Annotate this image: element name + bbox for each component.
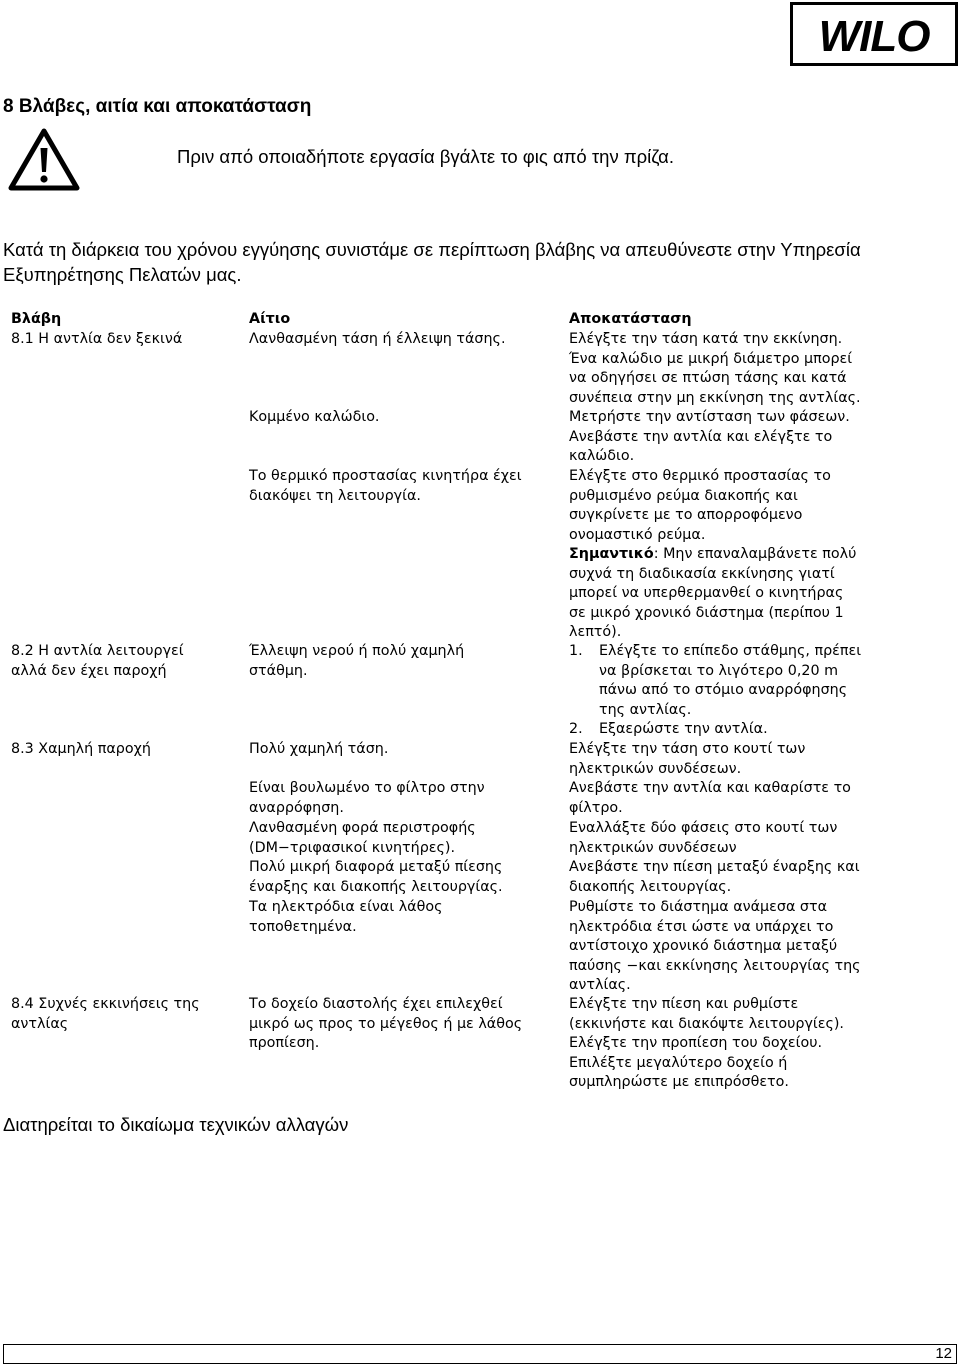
cause-8-3-c: Λανθασμένη φορά περιστροφής (DM−τριφασικοί κινητήρες). [249,820,476,856]
page-number: 12 [935,1345,952,1362]
intro-paragraph: Κατά τη διάρκεια του χρόνου εγγύησης συνιστάμε σε περίπτωση βλάβης να απευθύνεστε στην Υπηρεσία Εξυπηρέτησης Πελατών μας. [3,239,861,285]
header-cause: Αίτιο [249,311,291,327]
fault-8-1: 8.1 Η αντλία δεν ξεκινά [11,331,183,347]
cause-8-1-b: Κομμένο καλώδιο. [249,409,380,425]
remedy-8-2-2-number: 2. [569,721,583,737]
cause-8-3-b: Είναι βουλωμένο το φίλτρο στην αναρρόφηση. [249,780,485,816]
remedy-8-2-1: Ελέγξτε το επίπεδο στάθμης, πρέπει να βρίσκεται το λιγότερο 0,20 m πάνω από το στόμιο αναρρόφησης της αντλίας. [599,643,862,718]
remedy-8-1-b: Μετρήστε την αντίσταση των φάσεων. Ανεβάστε την αντλία και ελέγξτε το καλώδιο. [569,409,850,465]
warning-triangle-icon [8,128,80,196]
header-fault: Βλάβη [11,311,62,327]
remedy-8-2-1-number: 1. [569,643,583,659]
remedy-8-3-b: Ανεβάστε την αντλία και καθαρίστε το φίλτρο. [569,780,851,816]
important-label: Σημαντικό [569,546,654,562]
wilo-logo [790,2,958,66]
remedy-8-3-a: Ελέγξτε την τάση στο κουτί των ηλεκτρικών συνδέσεων. [569,741,806,777]
fault-8-3: 8.3 Χαμηλή παροχή [11,741,151,757]
remedy-8-1-c: Ελέγξτε στο θερμικό προστασίας το ρυθμισμένο ρεύμα διακοπής και συγκρίνετε με το απορροφόμενο ονομαστικό ρεύμα. [569,468,831,543]
cause-8-3-e: Τα ηλεκτρόδια είναι λάθος τοποθετημένα. [249,899,443,935]
important-text: : Μην επαναλαμβάνετε πολύ συχνά τη διαδικασία εκκίνησης γιατί μπορεί να υπερθερμανθεί ο κινητήρας σε μικρό χρονικό διάστημα (περίπου 1 λεπτό). [569,546,857,641]
remedy-8-1-note [569,545,856,643]
logo-text: WILO [818,12,930,61]
footer-note: Διατηρείται το δικαίωμα τεχνικών αλλαγών [3,1114,349,1135]
remedy-8-1-a: Ελέγξτε την τάση κατά την εκκίνηση. Ένα καλώδιο με μικρή διάμετρο μπορεί να οδηγήσει σε πτώση τάσης και κατά συνέπεια στην μη εκκίνηση της αντλίας. [569,331,861,406]
section-title: 8 Βλάβες, αιτία και αποκατάσταση [3,96,312,117]
cause-8-1-c: Το θερμικό προστασίας κινητήρα έχει διακόψει τη λειτουργία. [249,468,522,504]
warning-text: Πριν από οποιαδήποτε εργασία βγάλτε το φις από την πρίζα. [177,146,674,167]
page-number-box [3,1344,957,1364]
fault-8-2: 8.2 Η αντλία λειτουργεί αλλά δεν έχει παροχή [11,643,184,679]
remedy-8-3-d: Ανεβάστε την πίεση μεταξύ έναρξης και διακοπής λειτουργίας. [569,859,860,895]
cause-8-2: Έλλειψη νερού ή πολύ χαμηλή στάθμη. [249,643,465,679]
cause-8-3-d: Πολύ μικρή διαφορά μεταξύ πίεσης έναρξης και διακοπής λειτουργίας. [249,859,503,895]
cause-8-4: Το δοχείο διαστολής έχει επιλεχθεί μικρό ως προς το μέγεθος ή με λάθος προπίεση. [249,996,523,1052]
fault-8-4: 8.4 Συχνές εκκινήσεις της αντλίας [11,996,200,1032]
cause-8-1-a: Λανθασμένη τάση ή έλλειψη τάσης. [249,331,506,347]
remedy-8-4: Ελέγξτε την πίεση και ρυθμίστε (εκκινήστε και διακόψτε λειτουργίες). Ελέγξτε την προπίεση του δοχείου. Επιλέξτε μεγαλύτερο δοχείο ή συμπληρώστε με επιπρόσθετο. [569,996,844,1091]
remedy-8-3-e: Ρυθμίστε το διάστημα ανάμεσα στα ηλεκτρόδια έτσι ώστε να υπάρχει το αντίστοιχο χρονικό διάστημα μεταξύ παύσης −και εκκίνησης λειτουργίας της αντλίας. [569,899,861,994]
header-remedy: Αποκατάσταση [569,311,692,327]
remedy-8-2-2: Εξαερώστε την αντλία. [599,721,768,737]
remedy-8-3-c: Εναλλάξτε δύο φάσεις στο κουτί των ηλεκτρικών συνδέσεων [569,820,838,856]
cause-8-3-a: Πολύ χαμηλή τάση. [249,741,389,757]
